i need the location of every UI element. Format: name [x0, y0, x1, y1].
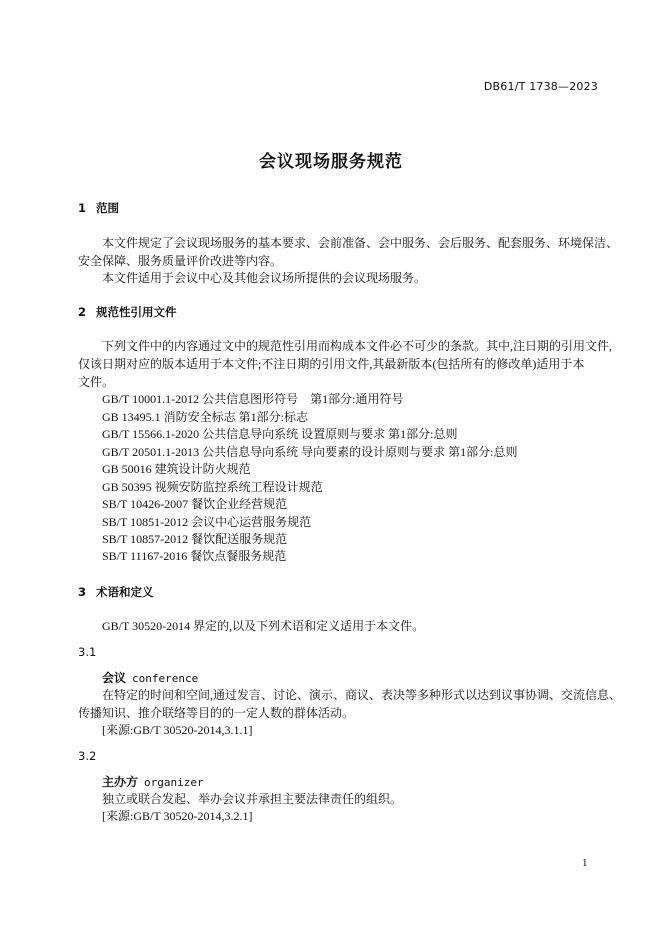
term-number: 3.1 — [78, 645, 97, 659]
term-zh: 会议 — [102, 671, 127, 685]
normative-reference: SB/T 11167-2016 餐饮点餐服务规范 — [102, 549, 287, 563]
normative-reference: GB/T 10001.1-2012 公共信息图形符号 第1部分:通用符号 — [102, 392, 404, 406]
paragraph-line: 本文件适用于会议中心及其他会议场所提供的会议现场服务。 — [102, 271, 427, 285]
section-title: 规范性引用文件 — [96, 305, 177, 319]
normative-reference: GB 50016 建筑设计防火规范 — [102, 462, 251, 476]
normative-reference: GB/T 15566.1-2020 公共信息导向系统 设置原则与要求 第1部分:总则 — [102, 427, 458, 441]
normative-reference: SB/T 10426-2007 餐饮企业经营规范 — [102, 497, 288, 511]
section-number: 1 — [78, 201, 87, 215]
paragraph-line: 安全保障、服务质量评价改进等内容。 — [78, 254, 283, 268]
section-title: 术语和定义 — [96, 585, 154, 599]
normative-reference: GB 50395 视频安防监控系统工程设计规范 — [102, 480, 323, 494]
term-number: 3.2 — [78, 749, 97, 763]
normative-reference: SB/T 10851-2012 会议中心运营服务规范 — [102, 515, 312, 529]
paragraph-line: 下列文件中的内容通过文中的规范性引用而构成本文件必不可少的条款。其中,注日期的引用文件, — [102, 339, 613, 353]
term-definition: 独立或联合发起、举办会议并承担主要法律责任的组织。 — [102, 792, 403, 806]
section-number: 2 — [78, 305, 87, 319]
paragraph-line: 仅该日期对应的版本适用于本文件;不注日期的引用文件,其最新版本(包括所有的修改单)适用于本 — [78, 357, 585, 371]
term-zh: 主办方 — [102, 775, 139, 789]
section-number: 3 — [78, 585, 87, 599]
paragraph-line: 文件。 — [78, 375, 115, 389]
section-2-heading — [78, 304, 177, 320]
term-definition: 在特定的时间和空间,通过发言、讨论、演示、商议、表决等多种形式以达到议事协调、交流信息、 — [102, 688, 622, 702]
term-entry — [102, 773, 204, 790]
term-en: organizer — [144, 776, 204, 789]
section-title: 范围 — [96, 201, 119, 215]
term-en: conference — [132, 672, 199, 685]
term-source: [来源:GB/T 30520-2014,3.1.1] — [102, 723, 253, 737]
document-title: 会议现场服务规范 — [259, 152, 403, 172]
paragraph-line: 本文件规定了会议现场服务的基本要求、会前准备、会中服务、会后服务、配套服务、环境保洁、 — [102, 236, 619, 250]
term-source: [来源:GB/T 30520-2014,3.2.1] — [102, 809, 253, 823]
page-number: 1 — [582, 857, 588, 869]
term-entry — [102, 669, 198, 686]
section-1-heading — [78, 200, 119, 216]
normative-reference: SB/T 10857-2012 餐饮配送服务规范 — [102, 532, 288, 546]
paragraph-line: GB/T 30520-2014 界定的,以及下列术语和定义适用于本文件。 — [102, 619, 425, 633]
document-code: DB61/T 1738—2023 — [483, 80, 598, 93]
normative-reference: GB 13495.1 消防安全标志 第1部分:标志 — [102, 410, 309, 424]
term-definition: 传播知识、推介联络等目的的一定人数的群体活动。 — [78, 706, 355, 720]
section-3-heading — [78, 584, 154, 600]
normative-reference: GB/T 20501.1-2013 公共信息导向系统 导向要素的设计原则与要求 第1部分:总则 — [102, 445, 518, 459]
